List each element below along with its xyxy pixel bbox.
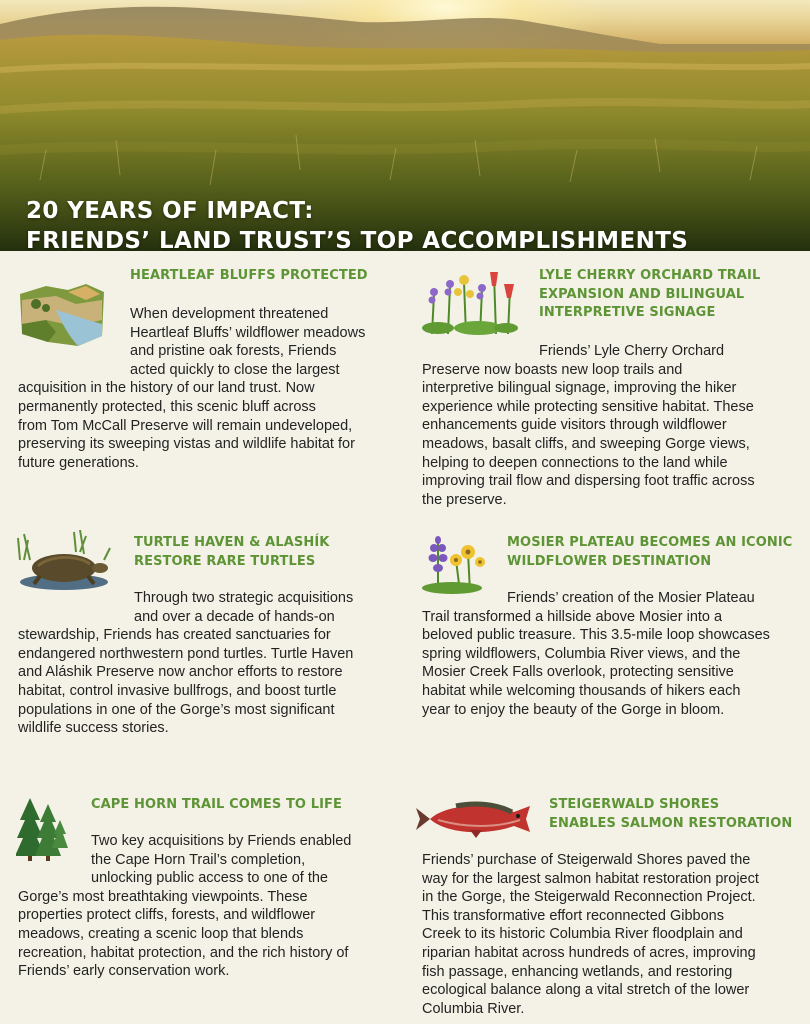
card-body-line: meadows, basalt cliffs, and sweeping Gorge views, <box>422 435 750 452</box>
card-body-line: Mosier Creek Falls overlook, protecting sensitive <box>422 664 734 681</box>
card-body-line: Creek to its historic Columbia River floodplain and <box>422 926 743 943</box>
card-body-line: future generations. <box>18 454 139 471</box>
card-body-line: enhancements guide visitors through wildflower <box>422 417 727 434</box>
card-title-line: MOSIER PLATEAU BECOMES AN ICONIC <box>507 535 793 550</box>
card-body-line: the preserve. <box>422 491 507 508</box>
salmon-icon <box>416 798 534 840</box>
card-title-line: TURTLE HAVEN & ALASHÍK <box>134 535 330 550</box>
hero-banner <box>0 0 810 251</box>
card-body-line: from Tom McCall Preserve will remain undeveloped, <box>18 417 353 434</box>
card-title-line: CAPE HORN TRAIL COMES TO LIFE <box>91 797 342 812</box>
card-body-line: wildlife success stories. <box>18 720 169 737</box>
card-body-line: beloved public treasure. This 3.5-mile loop showcases <box>422 627 770 644</box>
card-title <box>539 267 760 323</box>
card-title <box>91 796 342 815</box>
card-body <box>18 305 365 472</box>
card-body-line: habitat, control invasive bullfrogs, and boost turtle <box>18 682 337 699</box>
card-body-line: and pristine oak forests, Friends <box>130 343 337 360</box>
card-body-line: interpretive bilingual signage, improving the hiker <box>422 380 737 397</box>
card-title-line: ENABLES SALMON RESTORATION <box>549 815 793 831</box>
card-body <box>422 342 755 509</box>
card-title-line: STEIGERWALD SHORES <box>549 797 720 812</box>
card-body-line: Gorge’s most breathtaking viewpoints. These <box>18 888 308 905</box>
card-body-line: permanently protected, this scenic bluff across <box>18 398 316 415</box>
card-body-line: Friends’ Lyle Cherry Orchard <box>539 343 725 359</box>
card-body-line: helping to deepen connections to the land while <box>422 454 728 471</box>
card-body <box>18 589 353 738</box>
card-body-line: Through two strategic acquisitions <box>134 590 354 606</box>
card-title-line: LYLE CHERRY ORCHARD TRAIL <box>539 268 761 283</box>
card-title-line: WILDFLOWER DESTINATION <box>507 553 712 569</box>
card-body <box>18 832 351 981</box>
card-body-line: Friends’ creation of the Mosier Plateau <box>507 590 755 606</box>
card-body-line: properties protect cliffs, forests, and wildflower <box>18 907 316 924</box>
card-body-line: fish passage, enhancing wetlands, and restoring <box>422 963 733 980</box>
card-body-line: stewardship, Friends has created sanctuaries for <box>18 627 331 644</box>
card-body-line: improving trail flow and dispersing foot traffic across <box>422 473 755 490</box>
card-body-line: recreation, habitat protection, and the rich history of <box>18 944 349 961</box>
page-title-line-2: FRIENDS’ LAND TRUST’S TOP ACCOMPLISHMENTS <box>26 228 689 251</box>
card-body-line: habitat while welcoming thousands of hikers each <box>422 682 741 699</box>
card-title <box>134 534 329 571</box>
card-body-line: Heartleaf Bluffs’ wildflower meadows <box>130 324 366 341</box>
lupine-balsamroot-icon <box>418 532 488 594</box>
card-body-line: Trail transformed a hillside above Mosier into a <box>422 608 723 625</box>
card-body-line: Two key acquisitions by Friends enabled <box>91 833 352 849</box>
card-title-line: RESTORE RARE TURTLES <box>134 553 316 569</box>
card-body-line: ecological balance along a vital stretch of the lower <box>422 982 750 999</box>
card-body-line: in the Gorge, the Steigerwald Reconnection Project. <box>422 889 756 906</box>
card-title-line: INTERPRETIVE SIGNAGE <box>539 305 716 320</box>
card-body-line: This transformative effort reconnected Gibbons <box>422 907 724 924</box>
card-body-line: preserving its sweeping vistas and wildlife habitat for <box>18 436 355 453</box>
card-body-line: and over a decade of hands-on <box>134 608 335 625</box>
card-body-line: spring wildflowers, Columbia River views, and the <box>422 645 741 662</box>
card-title-line: HEARTLEAF BLUFFS PROTECTED <box>130 268 368 283</box>
card-body-line: meadows, creating a scenic loop that blends <box>18 925 304 942</box>
card-body-line: riparian habitat across hundreds of acres, improving <box>422 944 756 961</box>
page-title-line-1: 20 YEARS OF IMPACT: <box>26 198 314 224</box>
card-body <box>422 589 770 719</box>
card-body-line: populations in one of the Gorge’s most significant <box>18 701 335 718</box>
card-body-line: acted quickly to close the largest <box>130 361 340 378</box>
card-body-line: Preserve now boasts new loop trails and <box>422 361 683 378</box>
card-body-line: Columbia River. <box>422 1000 525 1017</box>
card-body <box>422 851 759 1018</box>
card-body-line: Friends’ early conservation work. <box>18 963 230 980</box>
card-body-line: experience while protecting sensitive habitat. These <box>422 398 754 415</box>
card-body-line: unlocking public access to one of the <box>91 870 328 887</box>
card-title <box>507 534 792 571</box>
card-body-line: the Cape Horn Trail’s completion, <box>91 851 306 868</box>
wildflowers-icon <box>418 264 518 336</box>
card-title-line: EXPANSION AND BILINGUAL <box>539 286 745 302</box>
card-body-line: acquisition in the history of our land trust. Now <box>18 380 315 397</box>
card-title <box>130 267 368 286</box>
card-body-line: year to enjoy the beauty of the Gorge in bloom. <box>422 701 725 718</box>
card-body-line: endangered northwestern pond turtles. Turtle Haven <box>18 645 354 662</box>
card-title <box>549 796 792 833</box>
card-body-line: When development threatened <box>130 306 329 322</box>
page-title <box>26 196 796 251</box>
card-body-line: and Aláshik Preserve now anchor efforts to restore <box>18 664 343 681</box>
card-body-line: way for the largest salmon habitat restoration project <box>422 870 759 887</box>
turtle-icon <box>14 530 114 594</box>
card-body-line: Friends’ purchase of Steigerwald Shores paved the <box>422 852 751 868</box>
